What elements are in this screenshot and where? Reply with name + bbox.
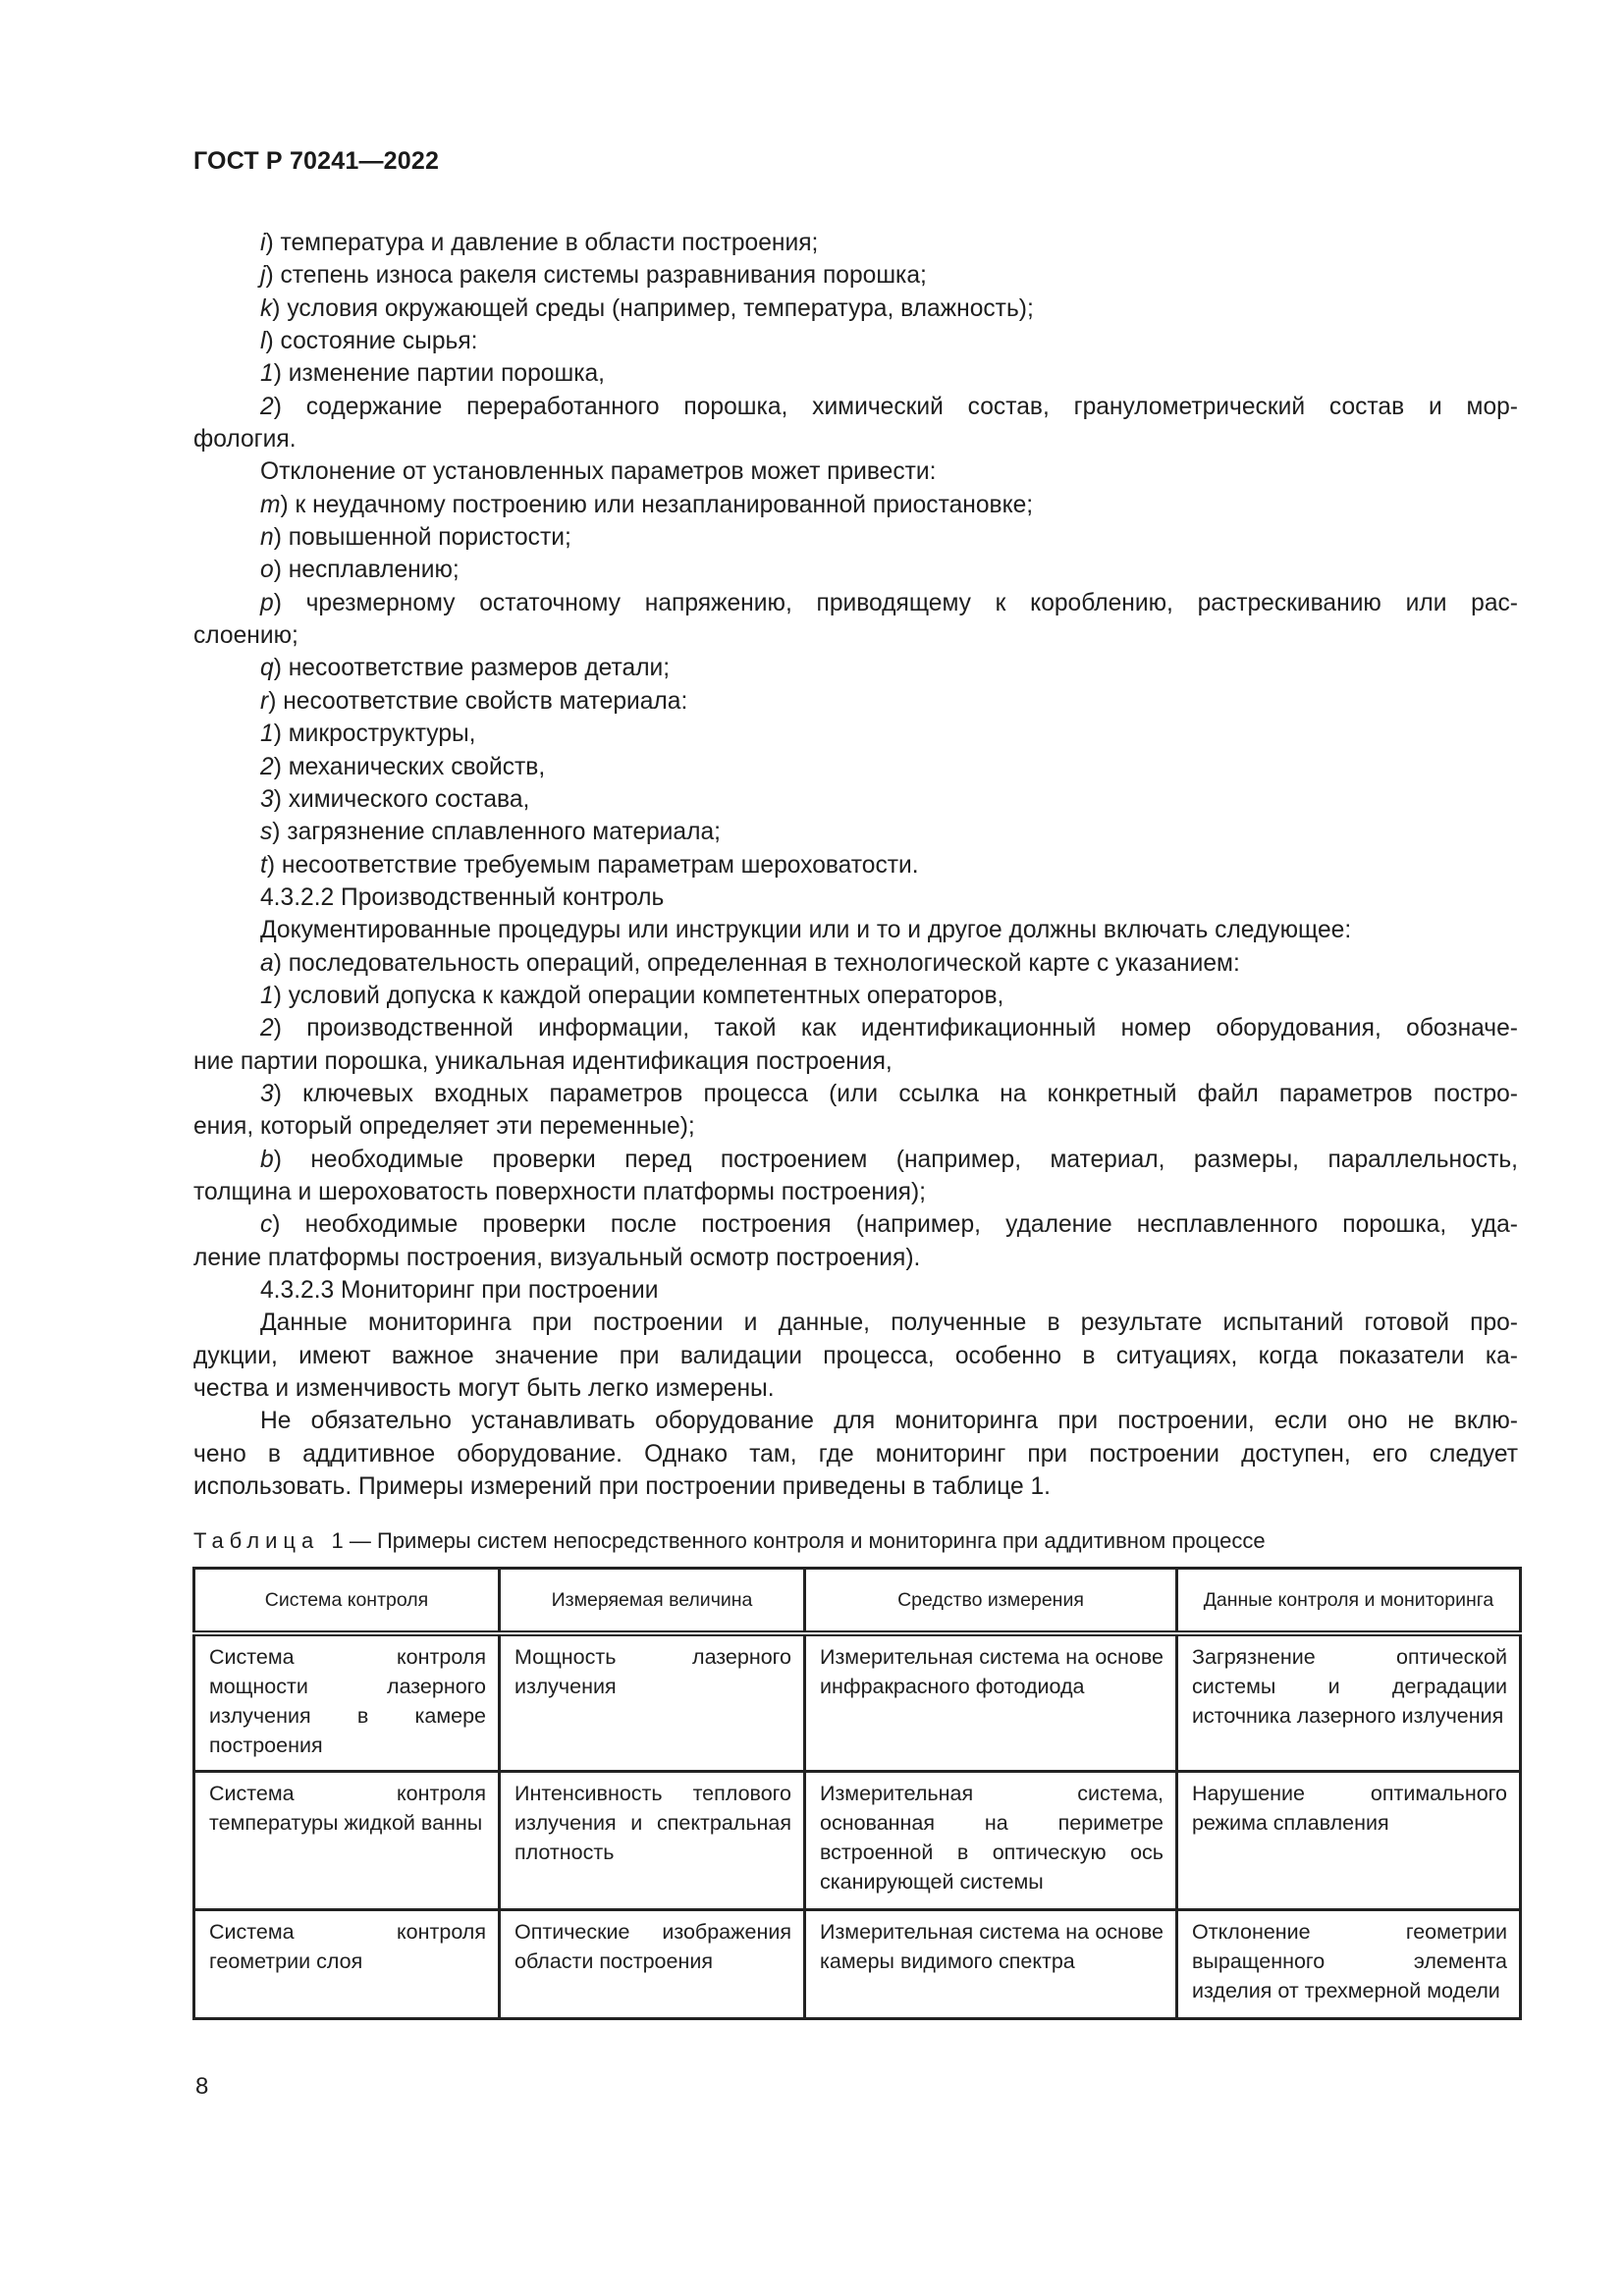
- list-marker: b: [260, 1146, 274, 1173]
- body-line: [193, 227, 1518, 259]
- table-caption: [193, 1528, 1266, 1554]
- list-marker: 1: [260, 721, 274, 748]
- body-line-text: ) необходимые проверки после построения (например, удаление несплавленного порошка, уда-: [272, 1211, 1518, 1239]
- body-line: [193, 1110, 1518, 1143]
- body-line-text: ) несоответствие свойств материала:: [268, 687, 688, 715]
- body-line: [193, 1045, 1518, 1078]
- table-cell: Измерительная система на основе инфракрасного фотодиода: [805, 1633, 1177, 1772]
- list-marker: k: [260, 294, 273, 322]
- body-line-text: ) степень износа ракеля системы разравнивания порошка;: [265, 262, 927, 290]
- body-line: [193, 391, 1518, 423]
- body-line-text: дукции, имеют важное значение при валидации процесса, особенно в ситуациях, когда показатели ка-: [193, 1342, 1518, 1369]
- body-line-text: 4.3.2.3 Мониторинг при построении: [260, 1277, 659, 1304]
- body-line-text: ) ключевых входных параметров процесса (или ссылка на конкретный файл параметров постро-: [273, 1080, 1518, 1107]
- body-line-text: Не обязательно устанавливать оборудование для мониторинга при построении, если оно не вклю-: [260, 1408, 1518, 1435]
- document-code-header: ГОСТ Р 70241—2022: [193, 147, 440, 175]
- body-line: [193, 325, 1518, 357]
- page-number: 8: [195, 2073, 209, 2100]
- column-header: Данные контроля и мониторинга: [1177, 1569, 1521, 1634]
- body-line: [193, 783, 1518, 816]
- table-cell: Интенсивность теплового излучения и спектральная плотность: [500, 1772, 805, 1910]
- body-line-text: ние партии порошка, уникальная идентификация построения,: [193, 1047, 893, 1075]
- body-line: [193, 881, 1518, 914]
- body-line-text: фология.: [193, 426, 297, 454]
- column-header: Система контроля: [194, 1569, 500, 1634]
- body-line: [193, 357, 1518, 390]
- table-cell: Нарушение оптимального режима сплавления: [1177, 1772, 1521, 1910]
- body-line: [193, 849, 1518, 881]
- body-line-text: ) условий допуска к каждой операции компетентных операторов,: [273, 982, 1004, 1009]
- list-marker: s: [260, 819, 273, 846]
- table-caption-number: 1: [331, 1528, 344, 1553]
- body-line-text: ) необходимые проверки перед построением (например, материал, размеры, параллельность,: [273, 1146, 1518, 1173]
- table-cell: Мощность лазерного излучения: [500, 1633, 805, 1772]
- body-line: [193, 980, 1518, 1012]
- body-line: [193, 1438, 1518, 1470]
- body-line: [193, 489, 1518, 521]
- table-caption-text: — Примеры систем непосредственного контроля и мониторинга при аддитивном процессе: [349, 1528, 1266, 1553]
- body-line-text: слоению;: [193, 622, 298, 650]
- body-line: [193, 455, 1518, 488]
- table-cell: Измерительная система, основанная на периметре встроенной в оптическую ось сканирующей системы: [805, 1772, 1177, 1910]
- body-line: [193, 1470, 1518, 1503]
- body-line-text: толщина и шероховатость поверхности платформы построения);: [193, 1178, 926, 1205]
- body-line-text: ) несоответствие требуемым параметрам шероховатости.: [266, 851, 919, 879]
- body-line: [193, 1372, 1518, 1405]
- table-cell: Измерительная система на основе камеры видимого спектра: [805, 1910, 1177, 2019]
- list-marker: q: [260, 655, 274, 682]
- list-marker: c: [260, 1211, 273, 1239]
- body-line-text: ) чрезмерному остаточному напряжению, приводящему к короблению, растрескиванию или рас-: [273, 589, 1518, 616]
- column-header: Измеряемая величина: [500, 1569, 805, 1634]
- list-marker: 1: [260, 982, 274, 1009]
- body-line-text: ) микроструктуры,: [273, 721, 476, 748]
- body-line: [193, 521, 1518, 554]
- body-line: [193, 1208, 1518, 1241]
- body-line-text: ление платформы построения, визуальный осмотр построения).: [193, 1244, 921, 1271]
- body-line: [193, 718, 1518, 750]
- list-marker: i: [260, 230, 266, 256]
- body-line-text: ) химического состава,: [273, 785, 530, 813]
- body-line-text: 4.3.2.2 Производственный контроль: [260, 883, 665, 911]
- body-line-text: ) условия окружающей среды (например, температура, влажность);: [272, 294, 1034, 322]
- table-cell: Загрязнение оптической системы и деградации источника лазерного излучения: [1177, 1633, 1521, 1772]
- body-line-text: ) температура и давление в области построения;: [265, 230, 819, 256]
- body-line: [193, 1307, 1518, 1339]
- body-line: [193, 914, 1518, 946]
- body-line-text: ) повышенной пористости;: [273, 524, 571, 552]
- body-line: [193, 1405, 1518, 1437]
- body-line: [193, 816, 1518, 848]
- body-line-text: ) механических свойств,: [273, 753, 546, 780]
- body-line: [193, 751, 1518, 783]
- body-line: [193, 423, 1518, 455]
- body-line: [193, 685, 1518, 718]
- body-line-text: Данные мониторинга при построении и данные, полученные в результате испытаний готовой про-: [260, 1309, 1518, 1337]
- table-cell: Оптические изображения области построения: [500, 1910, 805, 2019]
- list-marker: j: [260, 262, 266, 290]
- body-line-text: ) производственной информации, такой как идентификационный номер оборудования, обозначе-: [273, 1015, 1518, 1042]
- list-marker: 3: [260, 785, 274, 813]
- list-marker: r: [260, 687, 269, 715]
- body-line: [193, 554, 1518, 586]
- body-line: [193, 1176, 1518, 1208]
- body-line: [193, 1340, 1518, 1372]
- table-cell: Система контроля мощности лазерного излучения в камере построения: [194, 1633, 500, 1772]
- body-line-text: ) несоответствие размеров детали;: [273, 655, 671, 682]
- body-line: [193, 1274, 1518, 1307]
- list-marker: p: [260, 589, 274, 616]
- body-line: [193, 587, 1518, 619]
- list-marker: 2: [260, 393, 274, 420]
- body-text: [193, 227, 1518, 1503]
- body-line-text: ) несплавлению;: [273, 557, 460, 584]
- table-cell: Система контроля температуры жидкой ванны: [194, 1772, 500, 1910]
- body-line: [193, 1144, 1518, 1176]
- body-line-text: ) к неудачному построению или незапланированной приостановке;: [280, 491, 1034, 518]
- list-marker: n: [260, 524, 274, 552]
- table-row: [194, 1910, 1521, 2019]
- body-line-text: использовать. Примеры измерений при построении приведены в таблице 1.: [193, 1473, 1052, 1501]
- body-line: [193, 1078, 1518, 1110]
- body-line-text: ) загрязнение сплавленного материала;: [272, 819, 721, 846]
- list-marker: m: [260, 491, 281, 518]
- table-row: [194, 1772, 1521, 1910]
- column-header: Средство измерения: [805, 1569, 1177, 1634]
- body-line: [193, 293, 1518, 325]
- list-marker: 2: [260, 753, 274, 780]
- list-marker: a: [260, 949, 274, 977]
- body-line-text: чества и изменчивость могут быть легко измерены.: [193, 1375, 775, 1403]
- body-line-text: ) содержание переработанного порошка, химический состав, гранулометрический состав и мор-: [273, 393, 1518, 420]
- body-line-text: ) состояние сырья:: [265, 328, 478, 355]
- list-marker: o: [260, 557, 274, 584]
- body-line-text: ения, который определяет эти переменные);: [193, 1113, 695, 1141]
- list-marker: 1: [260, 360, 274, 388]
- body-line: [193, 259, 1518, 292]
- monitoring-systems-table: [192, 1567, 1522, 2020]
- body-line: [193, 947, 1518, 980]
- list-marker: l: [260, 328, 266, 355]
- body-line-text: ) изменение партии порошка,: [273, 360, 605, 388]
- body-line-text: ) последовательность операций, определенная в технологической карте с указанием:: [273, 949, 1240, 977]
- table-header-row: [194, 1569, 1521, 1634]
- table-cell: Отклонение геометрии выращенного элемента изделия от трехмерной модели: [1177, 1910, 1521, 2019]
- body-line: [193, 619, 1518, 652]
- body-line: [193, 1012, 1518, 1044]
- list-marker: 2: [260, 1015, 274, 1042]
- body-line: [193, 652, 1518, 684]
- table-cell: Система контроля геометрии слоя: [194, 1910, 500, 2019]
- table-row: [194, 1633, 1521, 1772]
- list-marker: t: [260, 851, 267, 879]
- list-marker: 3: [260, 1080, 274, 1107]
- table-caption-label: Таблица: [193, 1528, 320, 1553]
- body-line: [193, 1242, 1518, 1274]
- body-line-text: чено в аддитивное оборудование. Однако там, где мониторинг при построении доступен, его следует: [193, 1440, 1518, 1468]
- body-line-text: Документированные процедуры или инструкции или и то и другое должны включать следующее:: [260, 917, 1352, 944]
- body-line-text: Отклонение от установленных параметров может привести:: [260, 458, 937, 486]
